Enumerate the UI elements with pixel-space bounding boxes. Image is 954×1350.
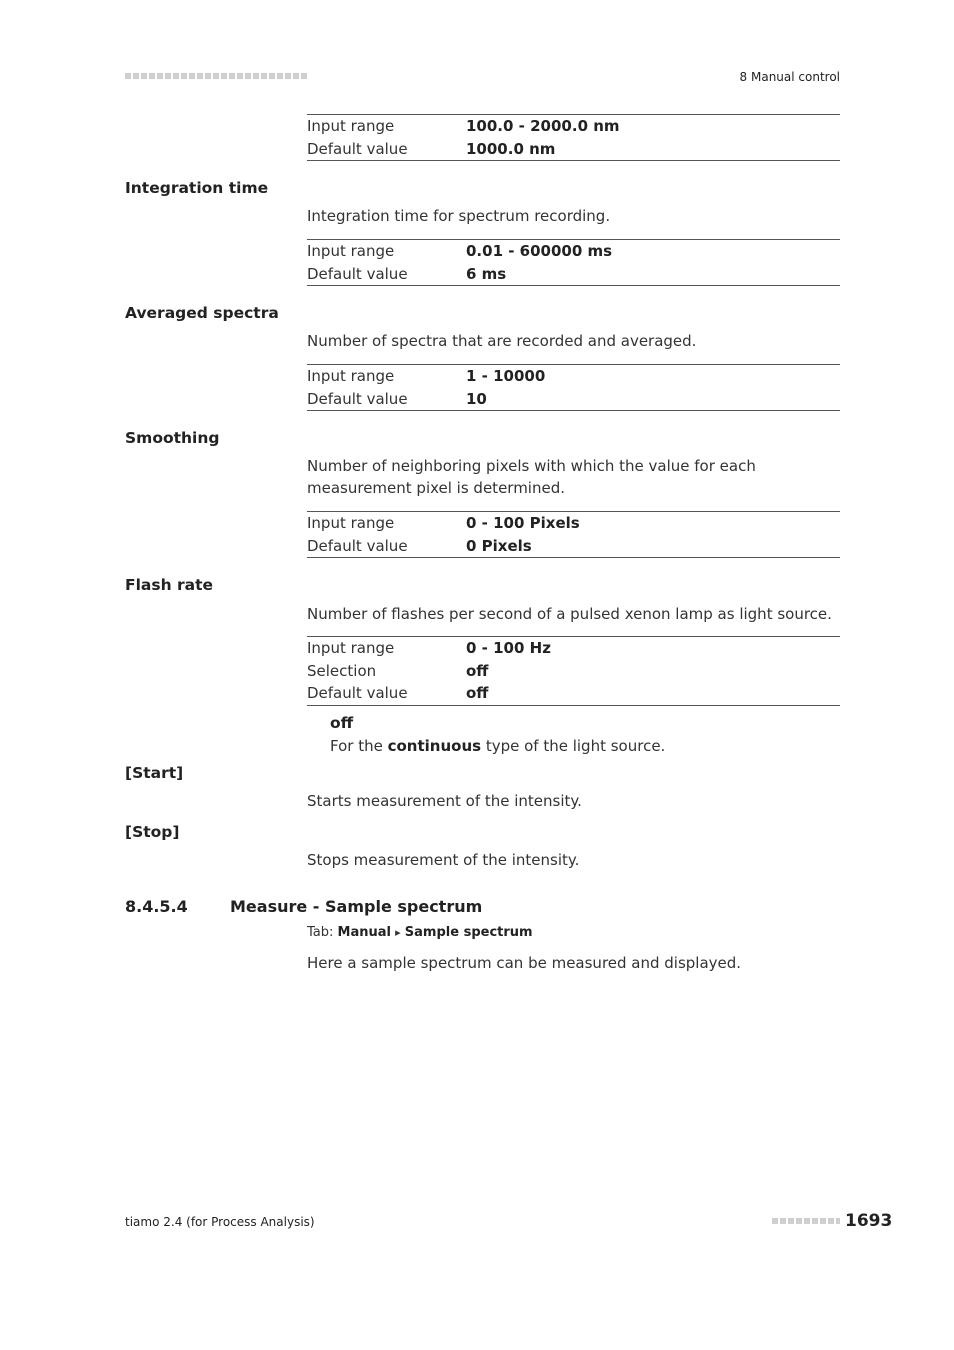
table-key: Default value bbox=[307, 536, 408, 555]
arrow-right-icon: ▸ bbox=[395, 926, 401, 939]
param-description: Integration time for spectrum recording. bbox=[307, 207, 611, 225]
table-row bbox=[307, 535, 840, 558]
table-row bbox=[307, 637, 840, 660]
param-description: Number of flashes per second of a pulsed xenon lamp as light source. bbox=[307, 605, 832, 623]
tab-prefix: Tab: bbox=[307, 925, 338, 940]
table-row bbox=[307, 388, 840, 411]
table-row bbox=[307, 512, 840, 535]
param-heading-integration-time: Integration time bbox=[125, 179, 269, 197]
table-row bbox=[307, 138, 840, 161]
option-term: off bbox=[330, 714, 354, 732]
table-key: Input range bbox=[307, 367, 395, 385]
table-row bbox=[307, 263, 840, 286]
table-key: Default value bbox=[307, 264, 408, 283]
header-dots-decoration bbox=[125, 73, 307, 79]
table-key: Input range bbox=[307, 639, 395, 657]
table-value: 100.0 - 2000.0 nm bbox=[466, 117, 620, 135]
option-description bbox=[330, 737, 665, 755]
table-value: 0.01 - 600000 ms bbox=[466, 242, 613, 260]
option-desc-text: type of the light source. bbox=[481, 737, 666, 755]
param-value-table bbox=[307, 364, 840, 411]
table-value: off bbox=[466, 684, 489, 702]
tab-name-sample-spectrum: Sample spectrum bbox=[404, 925, 533, 940]
table-row bbox=[307, 240, 840, 263]
table-row bbox=[307, 682, 840, 705]
button-description: Stops measurement of the intensity. bbox=[307, 851, 580, 869]
table-value: 0 - 100 Hz bbox=[466, 639, 551, 657]
option-desc-emphasis: continuous bbox=[387, 737, 482, 755]
param-description: Number of neighboring pixels with which the value for each measurement pixel is determined. bbox=[307, 457, 756, 497]
param-heading-averaged-spectra: Averaged spectra bbox=[125, 304, 279, 322]
param-value-table bbox=[307, 239, 840, 286]
table-value: 1000.0 nm bbox=[466, 139, 556, 158]
table-key: Selection bbox=[307, 661, 377, 680]
section-description: Here a sample spectrum can be measured and displayed. bbox=[307, 954, 742, 972]
param-heading-smoothing: Smoothing bbox=[125, 429, 220, 447]
section-number: 8.4.5.4 bbox=[125, 897, 188, 916]
table-key: Input range bbox=[307, 117, 395, 135]
param-value-table bbox=[307, 636, 840, 706]
page-number: 1693 bbox=[845, 1211, 893, 1231]
button-heading-start: [Start] bbox=[125, 764, 184, 782]
table-key: Default value bbox=[307, 389, 408, 408]
section-title: Measure - Sample spectrum bbox=[230, 897, 483, 916]
footer-product: tiamo 2.4 (for Process Analysis) bbox=[125, 1215, 315, 1229]
table-row bbox=[307, 115, 840, 138]
table-value: 1 - 10000 bbox=[466, 367, 546, 385]
table-key: Default value bbox=[307, 684, 408, 702]
table-key: Input range bbox=[307, 242, 395, 260]
button-heading-stop: [Stop] bbox=[125, 823, 180, 841]
table-value: 6 ms bbox=[466, 264, 507, 283]
param-heading-flash-rate: Flash rate bbox=[125, 576, 214, 594]
table-value: 0 Pixels bbox=[466, 536, 532, 555]
table-row bbox=[307, 660, 840, 683]
header-chapter: 8 Manual control bbox=[739, 70, 840, 84]
table-value: 0 - 100 Pixels bbox=[466, 514, 580, 532]
top-value-table bbox=[307, 114, 840, 161]
tab-path bbox=[307, 925, 533, 940]
tab-name-manual: Manual bbox=[337, 925, 391, 940]
table-key: Default value bbox=[307, 139, 408, 158]
table-value: off bbox=[466, 661, 489, 680]
table-key: Input range bbox=[307, 514, 395, 532]
table-row bbox=[307, 365, 840, 388]
param-description: Number of spectra that are recorded and averaged. bbox=[307, 332, 697, 350]
button-description: Starts measurement of the intensity. bbox=[307, 792, 582, 810]
param-value-table bbox=[307, 511, 840, 558]
footer-dots-decoration bbox=[772, 1218, 840, 1224]
table-value: 10 bbox=[466, 389, 487, 408]
option-desc-text: For the bbox=[330, 737, 388, 755]
